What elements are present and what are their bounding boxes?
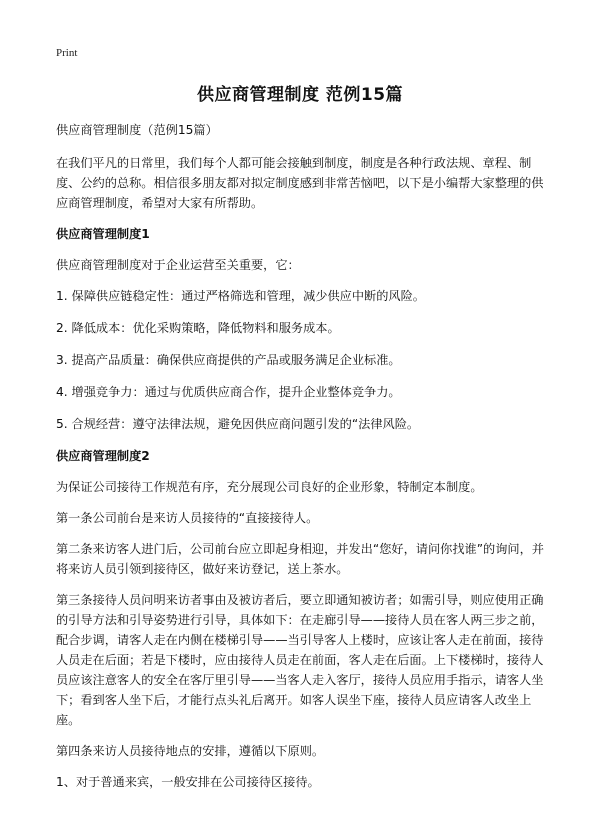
list-item: 2. 降低成本：优化采购策略，降低物料和服务成本。 xyxy=(56,321,340,335)
paragraph: 第三条接待人员问明来访者事由及被访者后，要立即通知被访者；如需引导，则应使用正确的引导方法和引导姿势进行引导，具体如下：在走廊引导——接待人员在客人两三步之前，配合步调，请客人走在内侧在楼梯引导——当引导客人上楼时，应该让客人走在前面，接待人员走在后面；若是下楼时，应由接待人员走在前面，客人走在后面。上下楼梯时，接待人员应该注意客人的安全在客厅里引导——当客人走入客厅，接待人员应用手指示，请客人坐下；看到客人坐下后，才能行点头礼后离开。如客人误坐下座，接待人员应请客人改坐上座。 xyxy=(56,593,544,727)
paragraph: 第二条来访客人进门后，公司前台应立即起身相迎，并发出“您好，请问你找谁”的询问，并将来访人员引领到接待区，做好来访登记，送上茶水。 xyxy=(56,542,544,576)
list-item: 4. 增强竞争力：通过与优质供应商合作，提升企业整体竞争力。 xyxy=(56,385,401,399)
paragraph: 为保证公司接待工作规范有序，充分展现公司良好的企业形象，特制定本制度。 xyxy=(56,480,483,494)
list-item: 5. 合规经营：遵守法律法规，避免因供应商问题引发的“法律风险。 xyxy=(56,417,420,431)
document-body xyxy=(56,120,546,803)
list-item: 3. 提高产品质量：确保供应商提供的产品或服务满足企业标准。 xyxy=(56,353,401,367)
document-subtitle: 供应商管理制度（范例15篇） xyxy=(56,123,218,137)
paragraph: 1、对于普通来宾，一般安排在公司接待区接待。 xyxy=(56,775,320,789)
paragraph: 第四条来访人员接待地点的安排，遵循以下原则。 xyxy=(56,744,325,758)
section-lead: 供应商管理制度对于企业运营至关重要，它： xyxy=(56,258,300,272)
list-item: 1. 保障供应链稳定性：通过严格筛选和管理，减少供应中断的风险。 xyxy=(56,289,425,303)
intro-paragraph: 在我们平凡的日常里，我们每个人都可能会接触到制度，制度是各种行政法规、章程、制度、公约的总称。相信很多朋友都对拟定制度感到非常苦恼吧，以下是小编帮大家整理的供应商管理制度，希望对大家有所帮助。 xyxy=(56,156,544,210)
paragraph: 第一条公司前台是来访人员接待的“直接接待人。 xyxy=(56,511,319,525)
section-heading: 供应商管理制度2 xyxy=(56,449,150,463)
print-label: Print xyxy=(56,47,78,59)
page-title: 供应商管理制度 范例15篇 xyxy=(196,85,404,105)
section-heading: 供应商管理制度1 xyxy=(56,227,150,241)
